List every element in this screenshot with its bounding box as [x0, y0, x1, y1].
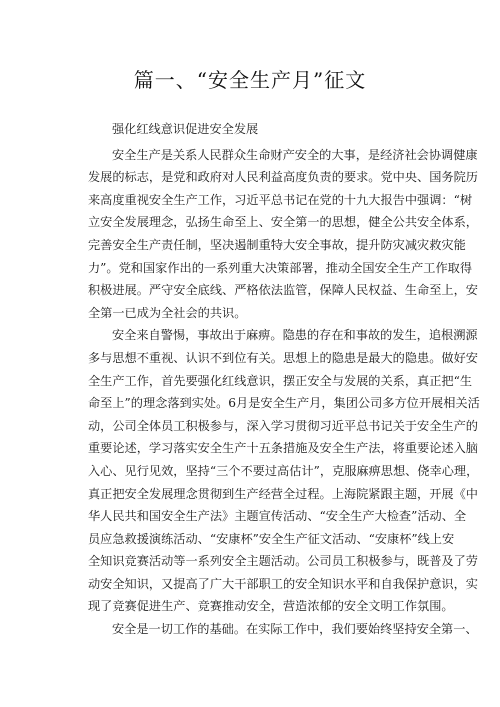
text-line: 命至上”的理念落到实处。6月是安全生产月，集团公司多方位开展相关活 [88, 396, 480, 411]
text-line: 多与思想不重视、认识不到位有关。思想上的隐患是最大的隐患。做好安 [88, 350, 478, 365]
text-line: 重要论述，学习落实安全生产十五条措施及安全生产法，将重要论述入脑 [88, 441, 478, 456]
text-line: 全生产工作，首先要强化红线意识，摆正安全与发展的关系，真正把“生 [88, 373, 473, 388]
paragraph [88, 618, 478, 641]
text-line: 入心、见行见效，坚持“三个不要过高估计”，克服麻痹思想、侥幸心理， [88, 463, 479, 478]
text-line: 立安全发展理念，弘扬生命至上、安全第一的思想，健全公共安全体系， [88, 215, 478, 230]
paragraph [88, 324, 480, 618]
text-line: 现了竞赛促进生产、竞赛推动安全，营造浓郁的安全文明工作氛围。 [88, 599, 454, 614]
text-line: 华人民共和国安全生产法》主题宣传活动、“安全生产大检查”活动、全 [88, 509, 467, 524]
text-line: 安全是一切工作的基础。在实际工作中，我们要始终坚持安全第一、 [112, 622, 478, 637]
document-subtitle: 强化红线意识促进安全发展 [112, 122, 259, 136]
text-line: 安全生产是关系人民群众生命财产安全的大事，是经济社会协调健康 [112, 147, 478, 162]
text-line: 积极进展。严守安全底线、严格依法监管，保障人民权益、生命至上，安 [88, 283, 478, 298]
document-body [88, 118, 480, 641]
document-title: 篇一、“安全生产月”征文 [133, 68, 367, 92]
text-line: 力”。党和国家作出的一系列重大决策部署，推动全国安全生产工作取得 [88, 260, 473, 275]
text-line: 员应急救援演练活动、“安康杯”安全生产征文活动、“安康杯”线上安 [88, 531, 455, 546]
text-line: 安全来自警惕，事故出于麻痹。隐患的存在和事故的发生，追根溯源 [112, 328, 478, 343]
text-line: 真正把安全发展理念贯彻到生产经营全过程。上海院紧跟主题，开展《中 [88, 486, 478, 501]
text-line: 动，公司全体员工积极参与，深入学习贯彻习近平总书记关于安全生产的 [88, 418, 478, 433]
paragraph [88, 144, 478, 325]
paragraph-list [88, 144, 480, 641]
text-line: 动安全知识，又提高了广大干部职工的安全知识水平和自我保护意识，实 [88, 576, 478, 591]
text-line: 全知识竞赛活动等一系列安全主题活动。公司员工积极参与，既普及了劳 [88, 554, 478, 569]
text-line: 来高度重视安全生产工作，习近平总书记在党的十九大报告中强调：“树 [88, 192, 473, 207]
text-line: 发展的标志，是党和政府对人民利益高度负责的要求。党中央、国务院历 [88, 170, 478, 185]
text-line: 全第一已成为全社会的共识。 [88, 305, 247, 320]
text-line: 完善安全生产责任制，坚决遏制重特大安全事故，提升防灾减灾救灾能 [88, 237, 466, 252]
